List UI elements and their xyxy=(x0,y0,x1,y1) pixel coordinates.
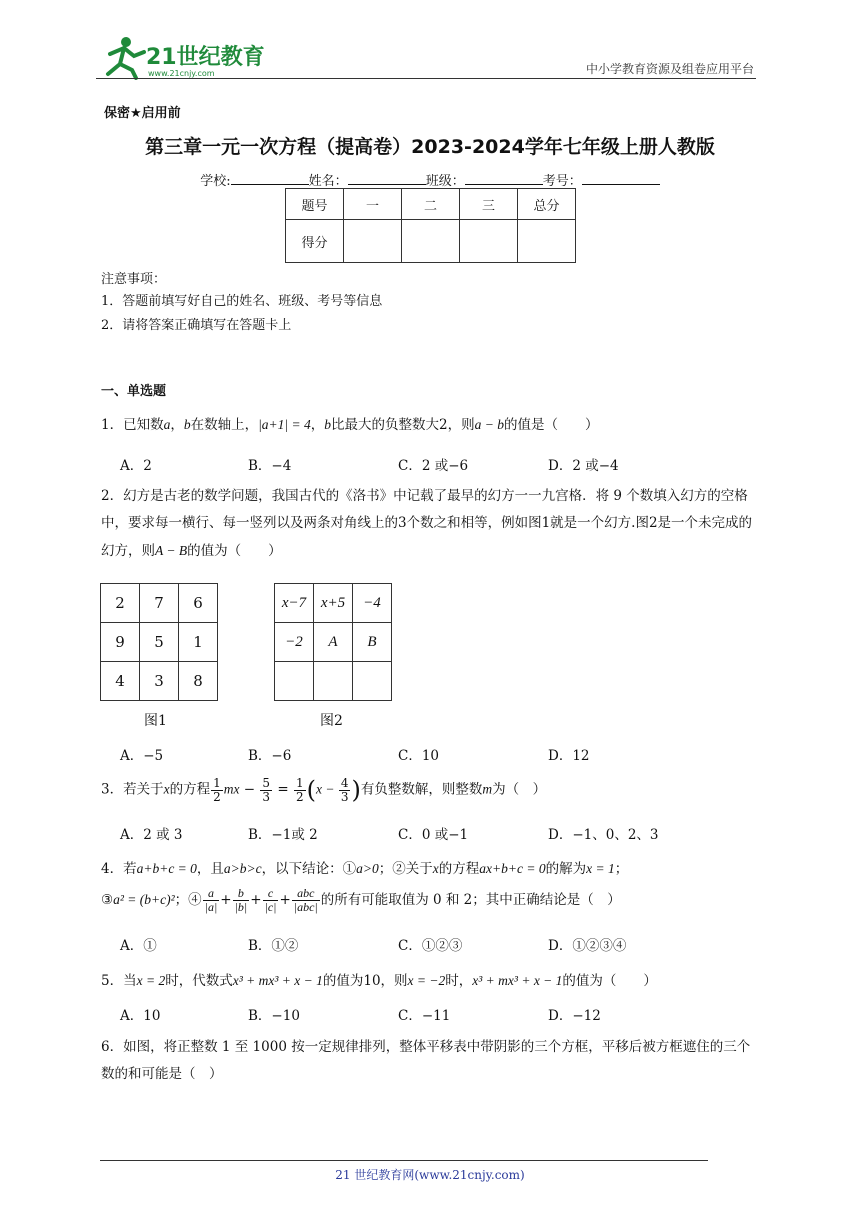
numerator: 5 xyxy=(262,775,271,790)
student-info-line xyxy=(0,170,860,189)
q2-option-c[interactable]: C．10 xyxy=(398,748,440,764)
term: mx xyxy=(223,781,240,797)
fraction xyxy=(294,777,306,804)
magic-cell: 1 xyxy=(179,623,218,662)
expression: x³ + mx³ + x − 1 xyxy=(472,973,563,988)
paren: ) xyxy=(351,776,361,804)
logo-url: www.21cnjy.com xyxy=(148,69,215,78)
q2-option-a[interactable]: A．−5 xyxy=(120,748,164,764)
q1-text: 比最大的负整数大2，则 xyxy=(331,417,475,433)
question-4-line-1 xyxy=(101,857,628,877)
magic-cell: A xyxy=(314,623,353,662)
score-cell[interactable] xyxy=(460,220,518,263)
question-6 xyxy=(101,1034,761,1088)
q1-text: 1．已知数 xyxy=(101,417,164,433)
numerator: c xyxy=(263,887,279,901)
var-b: b xyxy=(183,417,191,432)
magic-cell: 5 xyxy=(140,623,179,662)
fraction xyxy=(292,887,320,914)
school-label: 学校: xyxy=(200,174,231,189)
q5-option-d[interactable]: D．−12 xyxy=(548,1008,601,1024)
denominator: |a| xyxy=(204,900,218,914)
footer-text[interactable]: 21 世纪教育网(www.21cnjy.com) xyxy=(335,1168,525,1182)
notice-item: 1．答题前填写好自己的姓名、班级、考号等信息 xyxy=(101,294,383,309)
q3-option-a[interactable]: A．2 或 3 xyxy=(120,827,183,843)
figure-2-caption: 图2 xyxy=(320,713,343,729)
q3-option-d[interactable]: D．−1、0、2、3 xyxy=(548,827,659,843)
runner-logo-icon xyxy=(96,34,266,80)
numerator: 1 xyxy=(213,775,221,790)
section-heading: 一、单选题 xyxy=(101,384,167,399)
question-1 xyxy=(101,413,598,433)
exam-no-blank[interactable] xyxy=(582,171,660,185)
name-label: 姓名： xyxy=(308,174,348,189)
q1-text: 的值是（ ） xyxy=(503,417,599,433)
magic-cell xyxy=(353,662,392,701)
var-x: x xyxy=(432,861,439,876)
fraction xyxy=(233,887,250,914)
score-cell[interactable] xyxy=(402,220,460,263)
q3-text: 的方程 xyxy=(169,781,211,798)
expression: a>0 xyxy=(356,861,379,876)
score-cell[interactable] xyxy=(518,220,576,263)
expression: x = 2 xyxy=(136,973,166,988)
q4-text: ； xyxy=(614,861,629,877)
q4-option-b[interactable]: B．①② xyxy=(248,938,299,954)
q3-option-c[interactable]: C．0 或−1 xyxy=(398,827,469,843)
q1-option-b[interactable]: B．−4 xyxy=(248,458,292,474)
var-a: a xyxy=(163,417,171,432)
q5-text: ，则 xyxy=(380,973,408,989)
q4-text: ③ xyxy=(101,892,114,908)
paren: ( xyxy=(306,776,316,804)
term: x − xyxy=(315,781,338,797)
footer-divider xyxy=(100,1160,708,1161)
operator: + xyxy=(220,892,232,908)
expression: x³ + mx³ + x − 1 xyxy=(232,973,323,988)
page-title: 第三章一元一次方程（提高卷）2023-2024学年七年级上册人教版 xyxy=(145,136,715,158)
q6-text: 6．如图，将正整数 1 至 1000 按一定规律排列，整体平移表中带阴影的三个方框，平移后被方框遮住的三个数的和可能是（ ） xyxy=(101,1039,751,1082)
numerator: a xyxy=(203,887,220,901)
q4-option-c[interactable]: C．①②③ xyxy=(398,938,463,954)
question-4-line-2 xyxy=(101,887,621,914)
question-3 xyxy=(101,776,546,804)
abs-expression: |a+1| = 4 xyxy=(258,417,311,432)
magic-cell xyxy=(275,662,314,701)
logo-text: 21世纪教育 xyxy=(146,45,265,70)
fraction xyxy=(263,887,279,914)
score-header: 二 xyxy=(402,189,460,220)
q4-option-a[interactable]: A．① xyxy=(120,938,157,954)
notice-item: 2．请将答案正确填写在答题卡上 xyxy=(101,318,292,333)
q1-option-d[interactable]: D．2 或−4 xyxy=(548,458,619,474)
denominator: |c| xyxy=(264,900,277,914)
q2-text: 2．幻方是古老的数学问题，我国古代的《洛书》中记载了最早的幻方一一九宫格．将 9 个数填入幻方的空格中，要求每一横行、每一竖列以及两条对角线上的3个数之和相等，例如图1就是一个幻方.图2是一个未完成的幻方，则 xyxy=(101,488,753,559)
q5-text: 的值为 xyxy=(322,973,364,989)
magic-cell: 6 xyxy=(179,584,218,623)
class-label: 班级： xyxy=(425,174,465,189)
q1-text: ， xyxy=(310,417,325,433)
magic-cell: 4 xyxy=(101,662,140,701)
platform-name: 中小学教育资源及组卷应用平台 xyxy=(585,62,754,76)
magic-cell: −2 xyxy=(275,623,314,662)
q3-option-b[interactable]: B．−1或 2 xyxy=(248,827,318,843)
fraction xyxy=(203,887,220,914)
fraction xyxy=(260,777,272,804)
magic-cell: 3 xyxy=(140,662,179,701)
notice-title: 注意事项： xyxy=(101,272,167,287)
q1-text: 在数轴上， xyxy=(190,417,259,433)
q2-option-d[interactable]: D．12 xyxy=(548,748,590,764)
magic-cell: x+5 xyxy=(314,584,353,623)
figure-1-caption: 图1 xyxy=(144,713,167,729)
magic-square-figure-2 xyxy=(274,583,392,701)
q3-text: 3．若关于 xyxy=(101,781,164,798)
header-divider xyxy=(96,78,756,79)
denominator: 2 xyxy=(295,789,304,804)
expression: a>b>c xyxy=(223,861,262,876)
score-cell[interactable] xyxy=(344,220,402,263)
q4-text: 的所有可能取值为 0 和 2；其中正确结论是（ ） xyxy=(320,892,621,908)
denominator: |b| xyxy=(234,900,248,914)
q5-text: 时，代数式 xyxy=(165,973,233,989)
operator: − xyxy=(239,781,260,798)
q4-text: ，以下结论：① xyxy=(261,861,357,877)
expression: ax+b+c = 0 xyxy=(479,861,546,876)
score-header: 题号 xyxy=(286,189,344,220)
magic-cell xyxy=(314,662,353,701)
q4-text: ，且 xyxy=(196,861,224,877)
q4-option-d[interactable]: D．①②③④ xyxy=(548,938,627,954)
magic-cell: −4 xyxy=(353,584,392,623)
q2-option-b[interactable]: B．−6 xyxy=(248,748,292,764)
fraction xyxy=(339,777,351,804)
score-header: 三 xyxy=(460,189,518,220)
school-blank[interactable] xyxy=(231,171,309,185)
q1-text: ， xyxy=(170,417,184,433)
q5-text: 5．当 xyxy=(101,973,137,989)
var-b: b xyxy=(324,417,331,432)
q1-option-a[interactable]: A．2 xyxy=(120,458,152,474)
operator: = xyxy=(273,781,293,798)
magic-cell: 7 xyxy=(140,584,179,623)
numerator: b xyxy=(233,887,250,901)
expression: a − b xyxy=(474,417,504,432)
numerator: abc xyxy=(292,887,320,901)
exam-no-label: 考号： xyxy=(542,174,582,189)
q2-text: 的值为（ ） xyxy=(187,543,282,559)
magic-cell: B xyxy=(353,623,392,662)
operator: + xyxy=(279,892,291,908)
class-blank[interactable] xyxy=(465,171,543,185)
q5-text: 时， xyxy=(445,973,473,989)
magic-cell: 9 xyxy=(101,623,140,662)
var-m: m xyxy=(482,781,493,797)
denominator: 3 xyxy=(262,789,271,804)
magic-square-figure-1 xyxy=(100,583,218,701)
expression: a+b+c = 0 xyxy=(136,861,197,876)
q3-text: 为（ ） xyxy=(492,781,547,798)
question-5 xyxy=(101,969,657,989)
expression: a² = (b+c)² xyxy=(113,892,175,907)
q4-text: 的解为 xyxy=(545,861,587,877)
site-logo xyxy=(96,34,266,80)
numerator: 4 xyxy=(340,775,349,790)
q4-text: ；②关于 xyxy=(378,861,433,877)
fraction xyxy=(211,777,223,804)
q4-text: 4．若 xyxy=(101,861,137,877)
denominator: 2 xyxy=(213,789,221,804)
expression: A − B xyxy=(155,543,188,558)
denominator: |abc| xyxy=(293,900,318,914)
q3-text: 有负整数解，则整数 xyxy=(360,781,483,798)
confidential-label: 保密★启用前 xyxy=(104,106,181,121)
magic-cell: 2 xyxy=(101,584,140,623)
q5-option-a[interactable]: A．10 xyxy=(120,1008,161,1024)
q5-option-c[interactable]: C．−11 xyxy=(398,1008,451,1024)
magic-cell: 8 xyxy=(179,662,218,701)
q1-option-c[interactable]: C．2 或−6 xyxy=(398,458,469,474)
score-table xyxy=(285,188,576,263)
var-x: x xyxy=(163,781,170,797)
q5-option-b[interactable]: B．−10 xyxy=(248,1008,300,1024)
operator: + xyxy=(250,892,262,908)
expression: x = 1 xyxy=(586,861,615,876)
score-header: 总分 xyxy=(518,189,576,220)
question-2 xyxy=(101,483,761,565)
q5-text: 的值为（ ） xyxy=(562,973,657,989)
expression: x = −2 xyxy=(407,973,446,988)
score-row-label: 得分 xyxy=(286,220,344,263)
numerator: 1 xyxy=(295,775,304,790)
name-blank[interactable] xyxy=(348,171,426,185)
q4-text: 的方程 xyxy=(438,861,480,877)
magic-cell: x−7 xyxy=(275,584,314,623)
score-header: 一 xyxy=(344,189,402,220)
value: 10 xyxy=(363,973,381,989)
q4-text: ；④ xyxy=(174,892,202,908)
denominator: 3 xyxy=(340,789,349,804)
